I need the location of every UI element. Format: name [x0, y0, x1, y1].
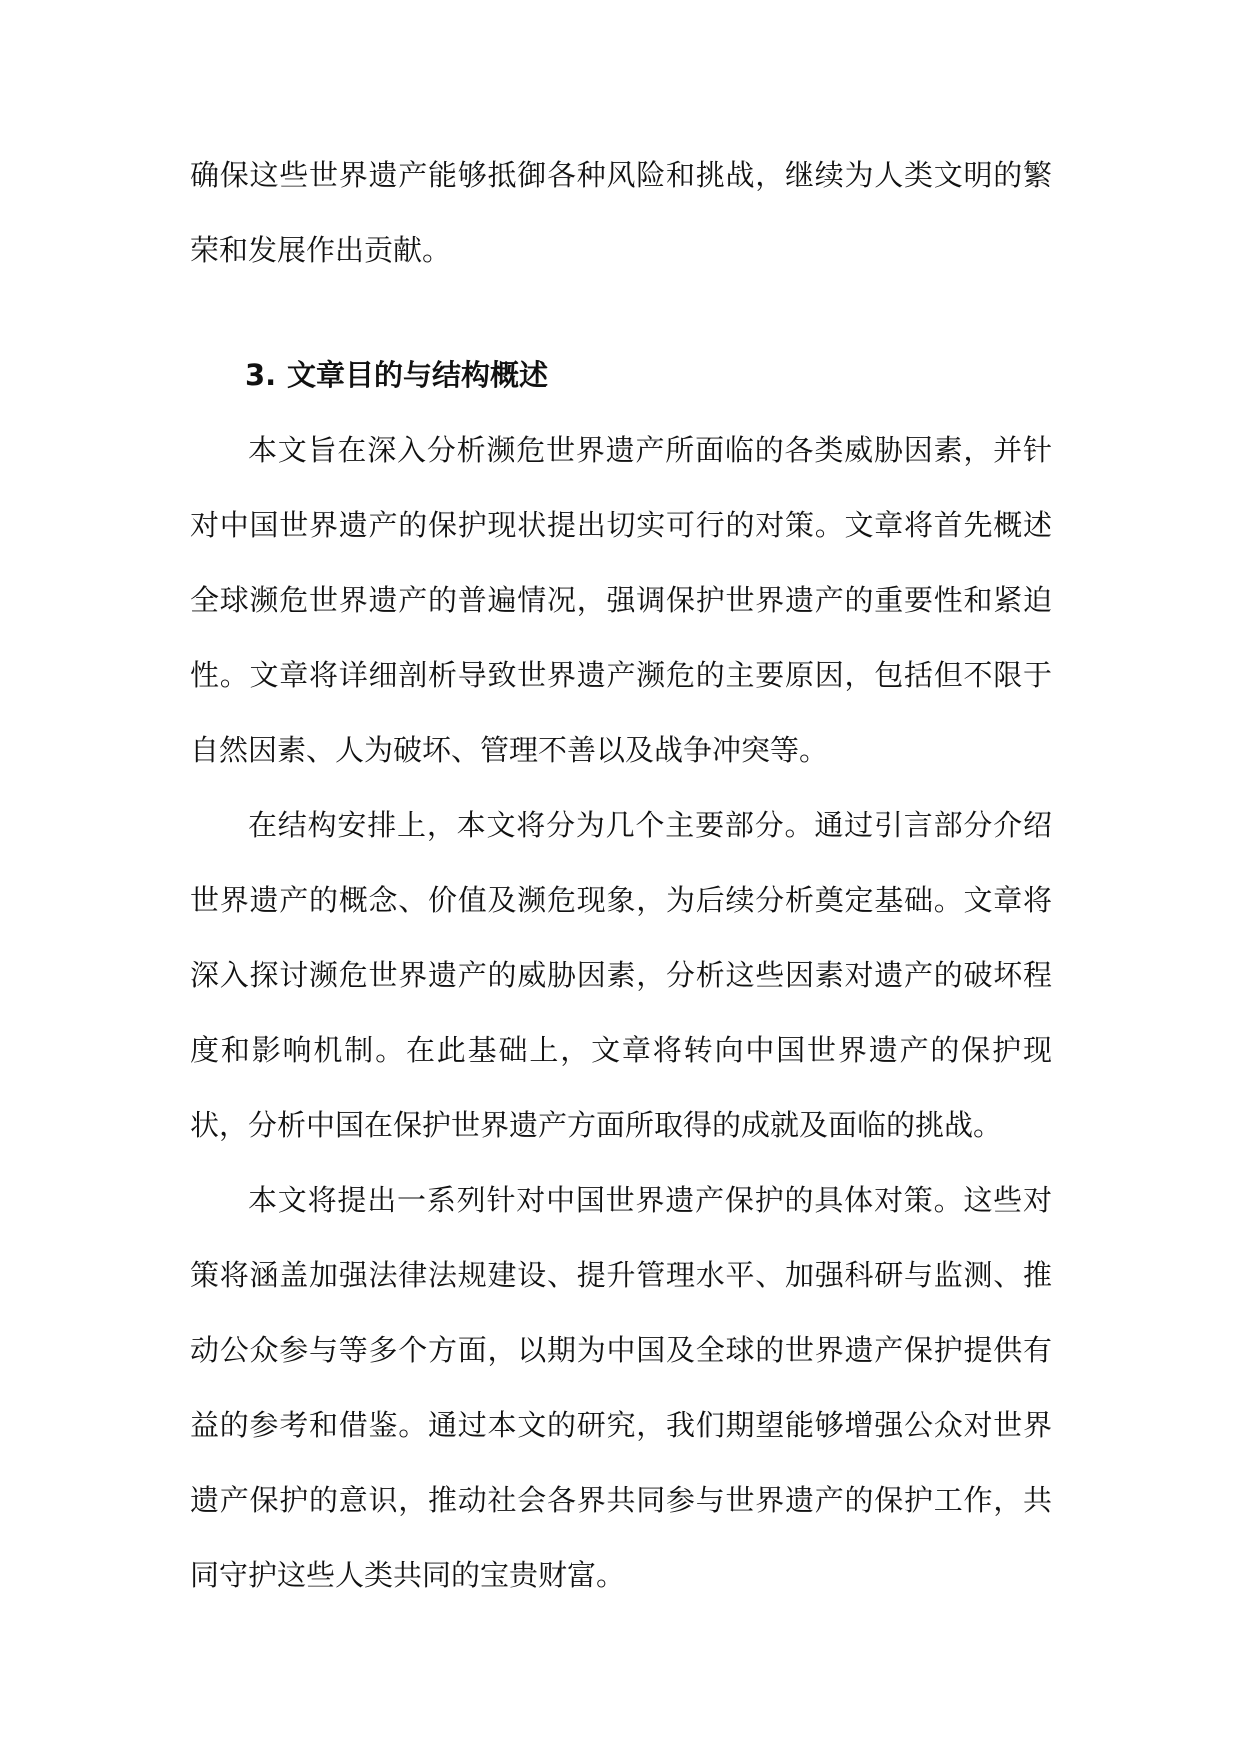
body-paragraph-purpose: 本文旨在深入分析濒危世界遗产所面临的各类威胁因素，并针对中国世界遗产的保护现状提出切实可行的对策。文章将首先概述全球濒危世界遗产的普遍情况，强调保护世界遗产的重要性和紧迫性。文章将详细剖析导致世界遗产濒危的主要原因，包括但不限于自然因素、人为破坏、管理不善以及战争冲突等。: [190, 433, 1052, 767]
section-heading: [190, 338, 1052, 413]
section-spacer: [190, 288, 1052, 338]
continuation-paragraph: 确保这些世界遗产能够抵御各种风险和挑战，继续为人类文明的繁荣和发展作出贡献。: [190, 158, 1052, 267]
body-paragraph-structure: 在结构安排上，本文将分为几个主要部分。通过引言部分介绍世界遗产的概念、价值及濒危现象，为后续分析奠定基础。文章将深入探讨濒危世界遗产的威胁因素，分析这些因素对遗产的破坏程度和影响机制。在此基础上，文章将转向中国世界遗产的保护现状，分析中国在保护世界遗产方面所取得的成就及面临的挑战。: [190, 808, 1052, 1142]
body-paragraph-measures: 本文将提出一系列针对中国世界遗产保护的具体对策。这些对策将涵盖加强法律法规建设、提升管理水平、加强科研与监测、推动公众参与等多个方面，以期为中国及全球的世界遗产保护提供有益的参考和借鉴。通过本文的研究，我们期望能够增强公众对世界遗产保护的意识，推动社会各界共同参与世界遗产的保护工作，共同守护这些人类共同的宝贵财富。: [190, 1183, 1052, 1592]
section-number: 3.: [245, 358, 277, 392]
section-title: 文章目的与结构概述: [287, 358, 549, 392]
document-body: [190, 138, 1052, 1613]
